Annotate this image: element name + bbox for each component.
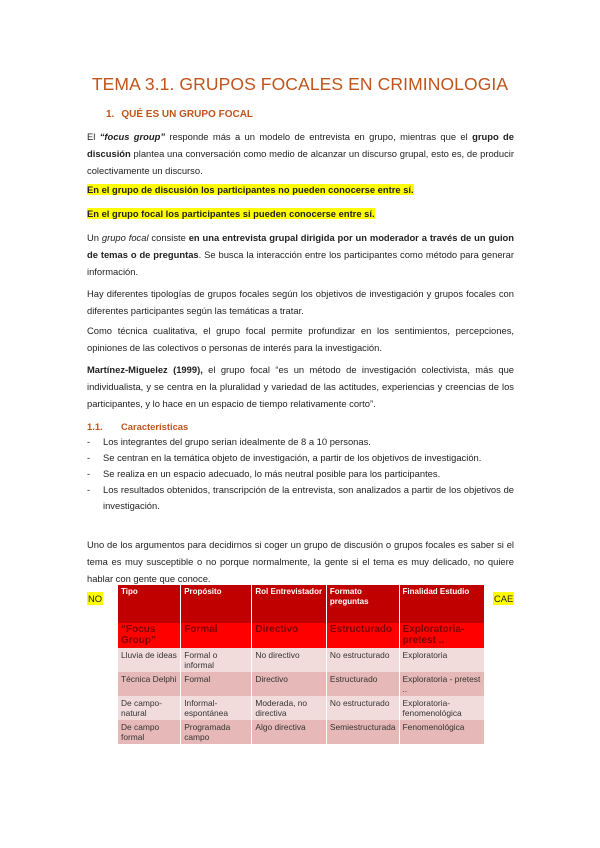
highlighted-text: En el grupo focal los participantes si pueden conocerse entre sí.	[87, 208, 375, 219]
focus-group-types-table	[118, 585, 485, 744]
text-run: responde más a un modelo de entrevista en grupo, mientras que el	[165, 131, 473, 142]
table-cell: Programada campo	[181, 720, 252, 744]
table-header-cell: Rol Entrevistador	[252, 585, 327, 623]
table-cell: Técnica Delphi	[118, 672, 181, 696]
table-cell: Algo directiva	[252, 720, 327, 744]
table-cell: Exploratoria-fenomenológica	[399, 696, 484, 720]
highlight-focal	[87, 206, 514, 223]
table-cell: Fenomenológica	[399, 720, 484, 744]
highlight-discusion	[87, 182, 514, 199]
subsection-number: 1.1.	[87, 421, 103, 432]
document-title: TEMA 3.1. GRUPOS FOCALES EN CRIMINOLOGIA	[91, 74, 509, 94]
subsection-heading	[87, 421, 188, 432]
section-number: 1.	[106, 109, 115, 120]
list-item: - Se realiza en un espacio adecuado, lo más neutral posible para los participantes.	[87, 466, 514, 482]
list-item: - Los resultados obtenidos, transcripción de la entrevista, son analizados a partir de los objetivos de investigación.	[87, 482, 514, 514]
table-cell: Formal	[181, 672, 252, 696]
table-cell: Exploratoria	[399, 648, 484, 672]
table-row	[118, 672, 485, 696]
section-title: QUÉ ES UN GRUPO FOCAL	[121, 109, 254, 120]
text-run: el grupo focal “es un método de investigación colectivista, más que individualista, y se centra en la pluralidad y variedad de las actitudes, experiencias y creencias de los participantes, y lo hace en un espacio de tiempo relativamente corto”.	[87, 364, 515, 409]
section-heading	[106, 109, 253, 120]
table-cell: Lluvia de ideas	[118, 648, 181, 672]
tag-cae: CAE	[494, 593, 514, 604]
table-cell: Estructurado	[326, 672, 399, 696]
table-cell: Informal-espontánea	[181, 696, 252, 720]
table-cell: De campo formal	[118, 720, 181, 744]
table-cell: De campo-natural	[118, 696, 181, 720]
table-row	[118, 696, 485, 720]
text-run-bold: en una entrevista grupal dirigida por un moderador a través de un guion de temas o de preguntas	[87, 232, 514, 260]
table-cell: Directivo	[252, 623, 327, 648]
table-header-row	[118, 585, 485, 623]
table-cell: Exploratoria - pretest ..	[399, 672, 484, 696]
table-cell: Directivo	[252, 672, 327, 696]
table-header-cell: Tipo	[118, 585, 181, 623]
characteristics-list	[87, 434, 514, 514]
table-cell: Estructurado	[326, 623, 399, 648]
paragraph-tipologias: Hay diferentes tipologías de grupos focales según los objetivos de investigación y grupos focales con diferentes participantes según las temáticas a tratar.	[87, 288, 514, 316]
text-run: . Se busca la interacción entre los participantes como método para generar información.	[87, 248, 514, 277]
table-cell: No directivo	[252, 648, 327, 672]
table-header-cell: Propósito	[181, 585, 252, 623]
paragraph-tecnica: Como técnica cualitativa, el grupo focal permite profundizar en los sentimientos, percepciones, opiniones de las colectivos o personas de interés para la investigación.	[87, 325, 514, 353]
paragraph-focus-group	[87, 129, 514, 179]
text-run-bold: Martínez-Miguelez (1999),	[87, 364, 203, 375]
table-cell: Formal o informal	[181, 648, 252, 672]
text-run: consiste	[148, 232, 189, 243]
table-row	[118, 720, 485, 744]
table-cell: Formal	[181, 623, 252, 648]
text-run: Un	[87, 232, 102, 243]
text-run-italic: grupo focal	[101, 232, 149, 243]
table-cell: No estructurado	[326, 648, 399, 672]
table-header-cell: Formato preguntas	[326, 585, 399, 623]
paragraph-martinez	[87, 362, 514, 412]
table-cell: No estructurado	[326, 696, 399, 720]
text-run-bold: grupo de discusión	[87, 131, 514, 159]
list-item: - Los integrantes del grupo serian idealmente de 8 a 10 personas.	[87, 434, 514, 450]
subsection-title: Características	[121, 421, 189, 432]
table-cell: Exploratoria-pretest ..	[399, 623, 484, 648]
tag-no: NO	[88, 593, 103, 604]
table-row	[118, 623, 485, 648]
text-run: El	[87, 131, 100, 142]
table-cell: Semiestructurada	[326, 720, 399, 744]
table-cell: “Focus Group”	[118, 623, 181, 648]
paragraph-grupo-focal	[87, 230, 514, 280]
paragraph-argumentos: Uno de los argumentos para decidirnos si coger un grupo de discusión o grupos focales es saber si el tema es muy susceptible o no porque normalmente, la gente si el tema es muy delicado, no quiere hablar con gente que conoce.	[87, 539, 514, 584]
table-row	[118, 648, 485, 672]
text-run-bold-italic: “focus group”	[99, 131, 166, 142]
table-cell: Moderada, no directiva	[252, 696, 327, 720]
table-header-cell: Finalidad Estudio	[399, 585, 484, 623]
text-run: plantea una conversación como medio de alcanzar un discurso grupal, esto es, de producir colectivamente un discurso.	[87, 147, 514, 176]
list-item: - Se centran en la temática objeto de investigación, a partir de los objetivos de investigación.	[87, 450, 514, 466]
highlighted-text: En el grupo de discusión los participantes no pueden conocerse entre sí.	[87, 184, 414, 195]
